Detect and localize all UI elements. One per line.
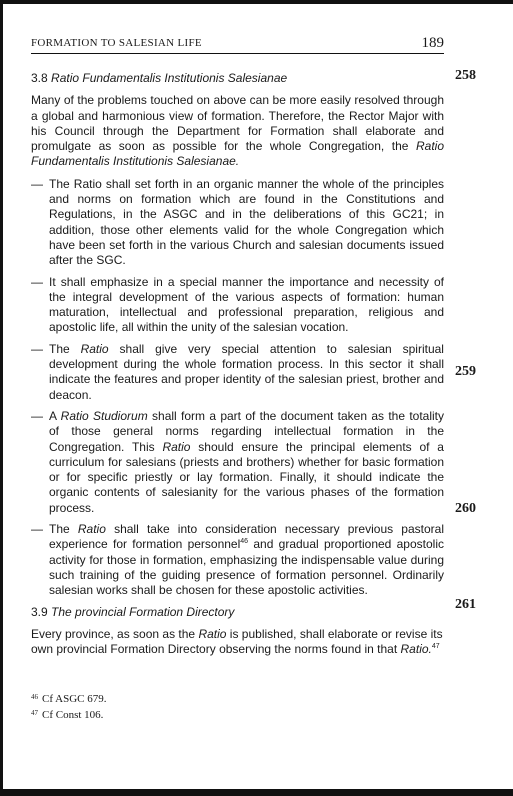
margin-number-259: 259	[455, 364, 476, 379]
item-text: shall give very special attention to salesian spiritual development during the whole formation process. In this sector it shall indicate the features and proper identity of the salesian priest, brother and deacon.	[49, 341, 444, 402]
footnote	[31, 706, 444, 722]
scan-edge-bottom	[0, 789, 513, 796]
para-text: is published, shall elaborate or revise its own provincial Formation Directory observing the norms found in that	[31, 626, 443, 657]
section-heading-3-9	[31, 605, 444, 620]
section-number: 3.9	[31, 604, 48, 619]
footnote	[31, 690, 444, 706]
item-text: A	[49, 408, 57, 423]
list-item	[31, 522, 444, 598]
footnote-mark: 47	[31, 709, 38, 717]
running-header	[31, 37, 444, 49]
margin-number-261: 261	[455, 597, 476, 612]
list-item	[31, 409, 444, 516]
margin-number-258: 258	[455, 68, 476, 83]
item-italic: Ratio	[80, 341, 109, 356]
item-text: It shall emphasize in a special manner the importance and necessity of the integral development of the various aspects of formation: human maturation, intellectual and professional preparation, religious and apostolic life, all within the unity of the salesian vocation.	[49, 274, 444, 335]
item-text: The Ratio shall set forth in an organic manner the whole of the principles and norms on formation which are found in the Constitutions and Regulations, in the ASGC and in the deliberations of this GC21; in addition, those other elements valid for the whole Congregation which have been set forth in the various Church and salesian documents issued after the SGC.	[49, 176, 444, 268]
section-title: Ratio Fundamentalis Institutionis Salesianae	[51, 71, 288, 85]
page-number: 189	[421, 35, 444, 51]
item-text: shall form a part of the document taken as the totality of those general norms regarding intellectual formation in the Congregation. This	[49, 408, 445, 454]
para-italic: Ratio.	[400, 642, 432, 657]
para-text: Every province, as soon as the	[31, 626, 196, 641]
intro-ratio-title: Ratio Fundamentalis Institutionis Salesianae.	[31, 139, 444, 169]
running-title: FORMATION TO SALESIAN LIFE	[31, 37, 202, 49]
dash-marker: —	[31, 341, 43, 356]
intro-text: Many of the problems touched on above can be more easily resolved through a global and harmonious view of formation. Therefore, the Rector Major with his Council through the Department for Formation shall elaborate and promulgate as soon as possible for the whole Congregation, the	[31, 93, 444, 154]
scan-edge-top	[0, 0, 513, 4]
item-text: and gradual proportioned apostolic activity for those in formation, emphasizing the indispensable value during such training of the guiding presence of formation personnel. Ordinarily salesian works shall be chosen for these apostolic activities.	[49, 537, 444, 598]
item-italic: Ratio	[162, 439, 191, 454]
para-italic: Ratio	[198, 626, 227, 641]
item-text: should ensure the principal elements of a curriculum for salesians (priests and brothers) whether for basic formation or for specific priestly or lay formation. Finally, it should indicate the organic contents of salesianity for the various phases of the formation process.	[49, 439, 444, 515]
section-number: 3.8	[31, 71, 48, 85]
item-text: The	[49, 341, 70, 356]
item-text: shall take into consideration necessary previous pastoral experience for formation personnel	[49, 522, 444, 552]
header-rule	[31, 53, 444, 54]
item-italic: Ratio Studiorum	[60, 408, 148, 423]
item-italic: Ratio	[77, 522, 106, 537]
margin-number-260: 260	[455, 501, 476, 516]
main-text	[31, 71, 444, 664]
footnote-text: Cf Const 106.	[42, 709, 104, 721]
dash-marker: —	[31, 176, 43, 191]
section-heading-3-8	[31, 71, 444, 86]
footnote-ref: 46	[240, 538, 249, 546]
footnote-text: Cf ASGC 679.	[42, 693, 107, 705]
dash-marker: —	[31, 408, 43, 423]
provincial-paragraph	[31, 627, 444, 658]
footnote-mark: 46	[31, 693, 38, 701]
scan-edge-left	[0, 0, 3, 796]
footnote-ref: 47	[431, 643, 440, 651]
dash-marker: —	[31, 274, 43, 289]
item-text: The	[49, 522, 70, 537]
list-item	[31, 177, 444, 269]
list-item	[31, 342, 444, 403]
section-title: The provincial Formation Directory	[51, 604, 235, 619]
list-item	[31, 275, 444, 336]
footnotes	[31, 690, 444, 722]
intro-paragraph	[31, 93, 444, 169]
dash-marker: —	[31, 522, 43, 537]
